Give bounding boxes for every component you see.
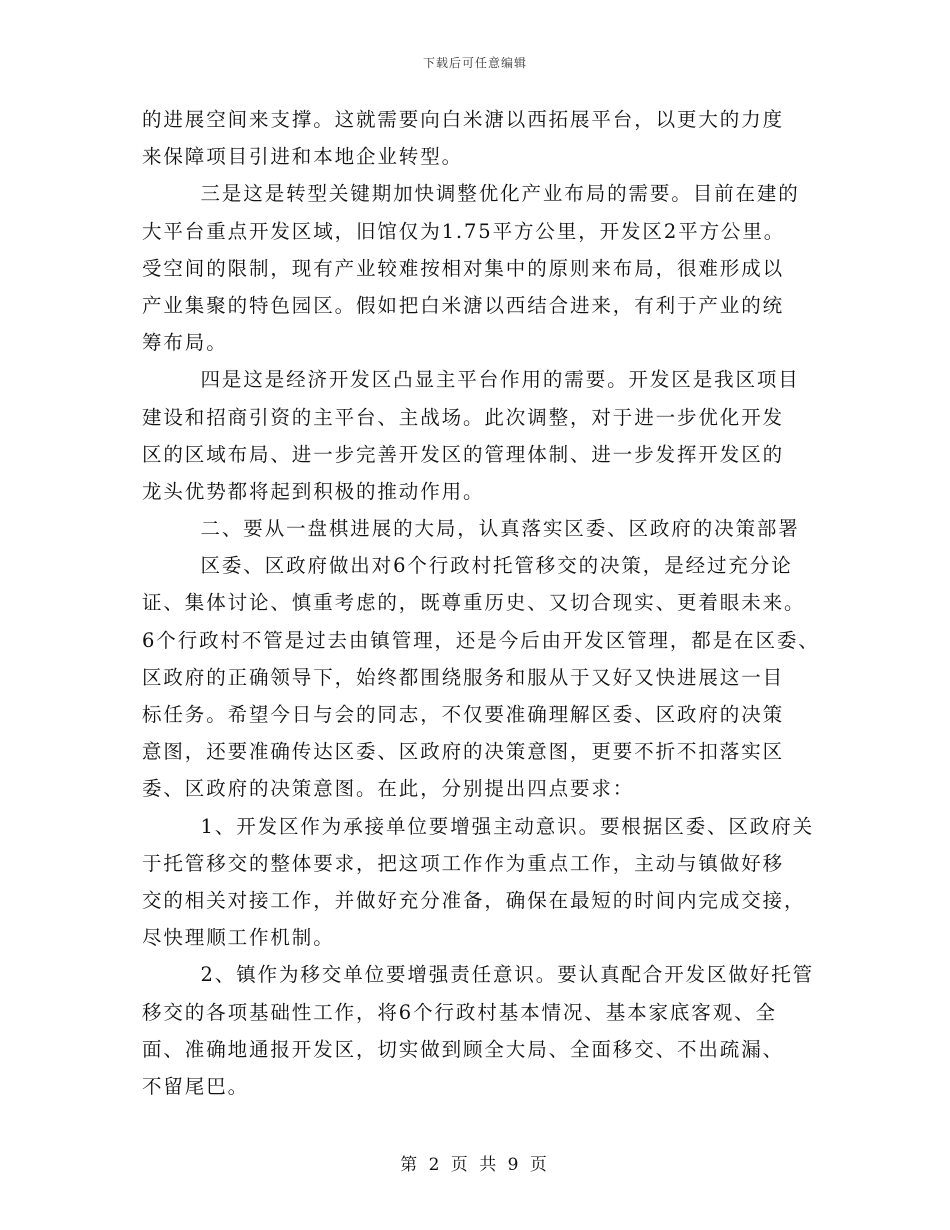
text-line: 不留尾巴。 xyxy=(142,1074,250,1098)
text-line: 的进展空间来支撑。这就需要向白米溏以西拓展平台，以更大的力度 xyxy=(142,108,785,131)
text-line: 筹布局。 xyxy=(142,331,228,355)
text-line: 来保障项目引进和本地企业转型。 xyxy=(142,145,464,169)
text-line: 区的区域布局、进一步完善开发区的管理体制、进一步发挥开发区的 xyxy=(142,442,785,466)
text-line: 于托管移交的整体要求，把这项工作作为重点工作，主动与镇做好移 xyxy=(142,851,785,875)
text-line: 大平台重点开发区域，旧馆仅为1.75平方公里，开发区2平方公里。 xyxy=(142,219,786,243)
text-line: 2、镇作为移交单位要增强责任意识。要认真配合开发区做好托管 xyxy=(200,963,815,987)
text-line: 二、要从一盘棋进展的大局，认真落实区委、区政府的决策部署 xyxy=(200,517,800,541)
text-line: 四是这是经济开发区凸显主平台作用的需要。开发区是我区项目 xyxy=(200,368,800,392)
text-line: 产业集聚的特色园区。假如把白米溏以西结合进来，有利于产业的统 xyxy=(142,293,785,317)
text-line: 移交的各项基础性工作，将6个行政村基本情况、基本家底客观、全 xyxy=(142,1000,777,1024)
text-line: 1、开发区作为承接单位要增强主动意识。要根据区委、区政府关 xyxy=(200,814,815,838)
text-line: 龙头优势都将起到积极的推动作用。 xyxy=(142,479,485,503)
text-line: 区政府的正确领导下，始终都围绕服务和服从于又好又快进展这一目 xyxy=(142,665,785,689)
text-line: 受空间的限制，现有产业较难按相对集中的原则来布局，很难形成以 xyxy=(142,256,785,280)
text-line: 6个行政村不管是过去由镇管理，还是今后由开发区管理，都是在区委、 xyxy=(142,628,820,652)
text-line: 交的相关对接工作，并做好充分准备，确保在最短的时间内完成交接， xyxy=(142,888,806,912)
text-line: 证、集体讨论、慎重考虑的，既尊重历史、又切合现实、更着眼未来。 xyxy=(142,591,806,615)
text-line: 标任务。希望今日与会的同志，不仅要准确理解区委、区政府的决策 xyxy=(142,703,785,726)
document-body xyxy=(142,101,822,1105)
page-header: 下载后可任意编辑 xyxy=(422,56,527,70)
text-line: 意图，还要准确传达区委、区政府的决策意图，更要不折不扣落实区 xyxy=(142,740,785,764)
page-footer: 第 2 页 共 9 页 xyxy=(400,1155,550,1175)
text-line: 面、准确地通报开发区，切实做到顾全大局、全面移交、不出疏漏、 xyxy=(142,1037,785,1061)
text-line: 尽快理顺工作机制。 xyxy=(142,926,335,950)
text-line: 区委、区政府做出对6个行政村托管移交的决策，是经过充分论 xyxy=(200,554,793,578)
text-line: 委、区政府的决策意图。在此，分别提出四点要求： xyxy=(142,777,635,801)
text-line: 建设和招商引资的主平台、主战场。此次调整，对于进一步优化开发 xyxy=(142,405,785,429)
text-line: 三是这是转型关键期加快调整优化产业布局的需要。目前在建的 xyxy=(200,182,800,206)
